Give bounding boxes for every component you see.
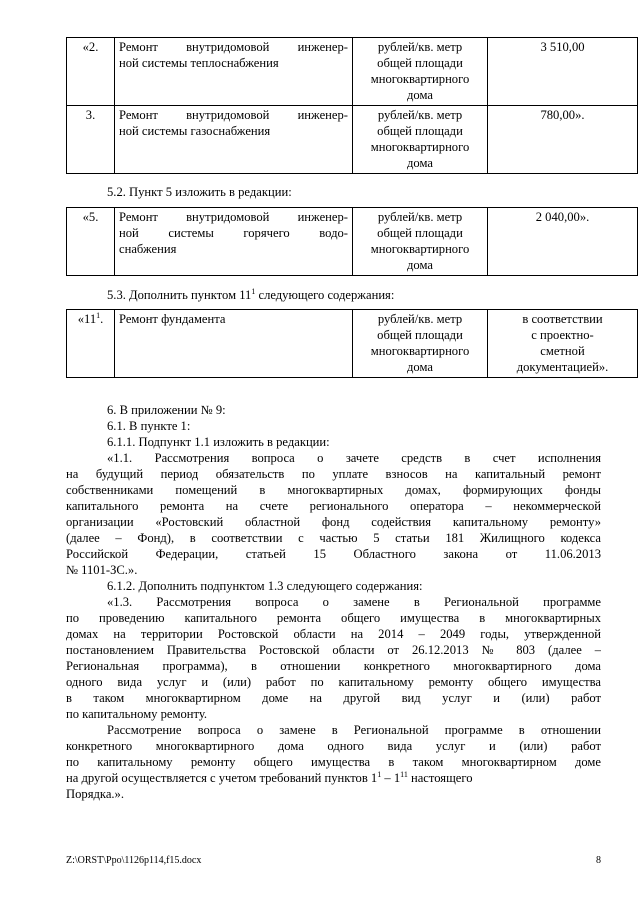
paragraph: 6.1.2. Дополнить подпунктом 1.3 следующего содержания: <box>107 579 423 593</box>
cost-value: в соответствии с проектно- сметной документацией». <box>488 310 638 378</box>
replacement-paragraph: Рассмотрение вопроса о замене в Региональной программе в отношении конкретного многоквартирного дома одного вида услуг и (или) работ по капитальному ремонту общего имущества в таком многоквартирном доме на другой осуществляется с учетом требований пунктов $1^1 - 1^{11}$ настоящего Порядка.». <box>66 723 601 801</box>
table-row <box>67 208 638 276</box>
cost-value: 2 040,00». <box>488 208 638 276</box>
table-row <box>67 106 638 174</box>
paragraph: 6.1.1. Подпункт 1.1 изложить в редакции: <box>107 435 330 449</box>
cost-value: 780,00». <box>488 106 638 174</box>
cost-value: 3 510,00 <box>488 38 638 106</box>
quoted-subpoint-1-1: «1.1. Рассмотрения вопроса о зачете средств в счет исполнения на будущий период обязательств по уплате взносов на капитальный ремонт собственниками помещений в многоквартирных домах, формирующих фонды капитального ремонта на счете регионального оператора – некоммерческой организации «Ростовский областной фонд содействия капитальному ремонту» (далее – Фонд), в соответствии с частью 5 статьи 181 Жилищного кодекса Российской Федерации, статьей 15 Областного закона от 11.06.2013 № 1101-ЗС.». <box>66 451 601 577</box>
paragraph-5-2: 5.2. Пункт 5 изложить в редакции: <box>107 185 292 199</box>
row-number: «$11^1$. <box>67 310 115 378</box>
table-row <box>67 310 638 378</box>
table-row <box>67 38 638 106</box>
row-number: «2. <box>67 38 115 106</box>
page-number: 8 <box>596 855 601 866</box>
rates-table-3 <box>66 309 638 378</box>
unit: рублей/кв. метр общей площади многоквартирного дома <box>353 310 488 378</box>
unit: рублей/кв. метр общей площади многоквартирного дома <box>353 208 488 276</box>
file-path: Z:\ORST\Ppo\1126p114,f15.docx <box>66 855 202 866</box>
quoted-subpoint-1-3: «1.3. Рассмотрения вопроса о замене в Региональной программе по проведению капитального ремонта общего имущества в многоквартирных домах на территории Ростовской области на 2014 – 2049 годы, утвержденной постановлением Правительства Ростовской области от 26.12.2013 № 803 (далее – Региональная программа), в отношении конкретного многоквартирного дома одного вида услуг и (или) работ по капитальному ремонту общего имущества в таком многоквартирном доме на другой вид услуг и (или) работ по капитальному ремонту. <box>66 595 601 721</box>
rates-table-2 <box>66 207 638 276</box>
work-type: Ремонт внутридомовой инженер- ной системы горячего водо- снабжения <box>115 208 353 276</box>
body-text <box>66 402 601 802</box>
row-number: «5. <box>67 208 115 276</box>
paragraph-5-3: 5.3. Дополнить пунктом $11^1$ следующего содержания: <box>107 287 395 302</box>
work-type: Ремонт внутридомовой инженер- ной системы теплоснабжения <box>115 38 353 106</box>
unit: рублей/кв. метр общей площади многоквартирного дома <box>353 106 488 174</box>
rates-table-1 <box>66 37 638 174</box>
paragraph: 6.1. В пункте 1: <box>107 419 191 433</box>
work-type: Ремонт фундамента <box>115 310 353 378</box>
unit: рублей/кв. метр общей площади многоквартирного дома <box>353 38 488 106</box>
paragraph: 6. В приложении № 9: <box>107 403 226 417</box>
work-type: Ремонт внутридомовой инженер- ной системы газоснабжения <box>115 106 353 174</box>
page-footer <box>66 855 601 867</box>
row-number: 3. <box>67 106 115 174</box>
